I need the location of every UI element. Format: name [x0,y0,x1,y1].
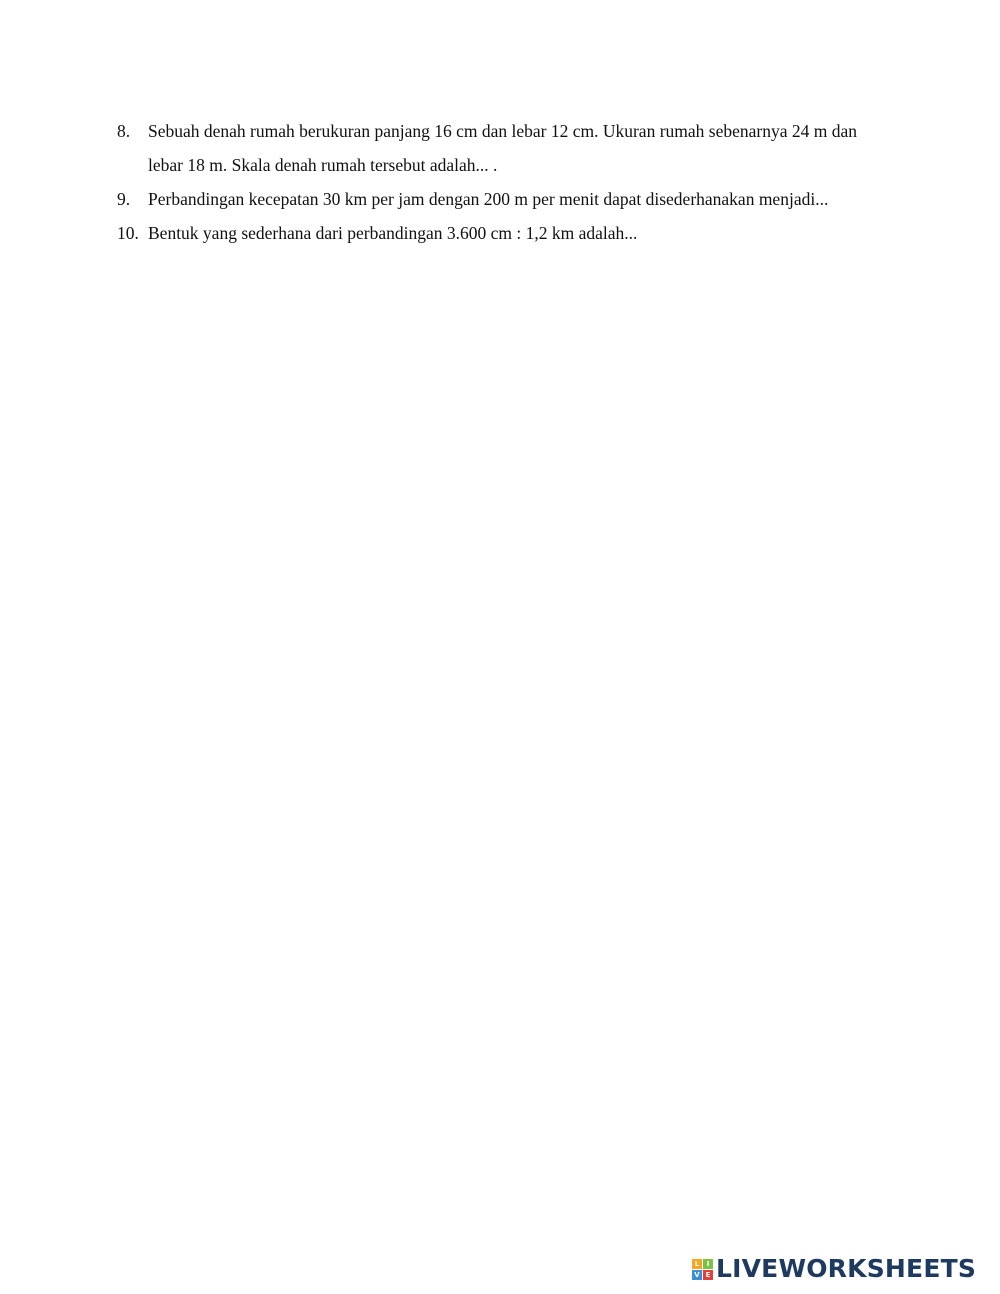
logo-text: LIVEWORKSHEETS [716,1254,977,1283]
logo-mark-cell: V [692,1270,702,1280]
question-item-9 [117,182,877,216]
question-number: 8. [117,121,131,141]
logo-mark-cell: I [703,1259,713,1269]
question-item-10 [117,216,877,250]
liveworksheets-logo [692,1255,976,1283]
logo-mark-cell: E [703,1270,713,1280]
question-list [117,114,877,250]
logo-mark-cell: L [692,1259,702,1269]
logo-mark-icon [692,1259,713,1280]
question-text: Bentuk yang sederhana dari perbandingan 3.600 cm : 1,2 km adalah... [148,223,638,243]
question-text: Perbandingan kecepatan 30 km per jam dengan 200 m per menit dapat disederhanakan menjadi... [148,189,829,209]
question-text: Sebuah denah rumah berukuran panjang 16 cm dan lebar 12 cm. Ukuran rumah sebenarnya 24 m dan lebar 18 m. Skala denah rumah tersebut adalah... . [148,121,857,175]
question-number: 9. [117,189,131,209]
question-number: 10. [117,223,139,243]
question-item-8 [117,114,877,182]
